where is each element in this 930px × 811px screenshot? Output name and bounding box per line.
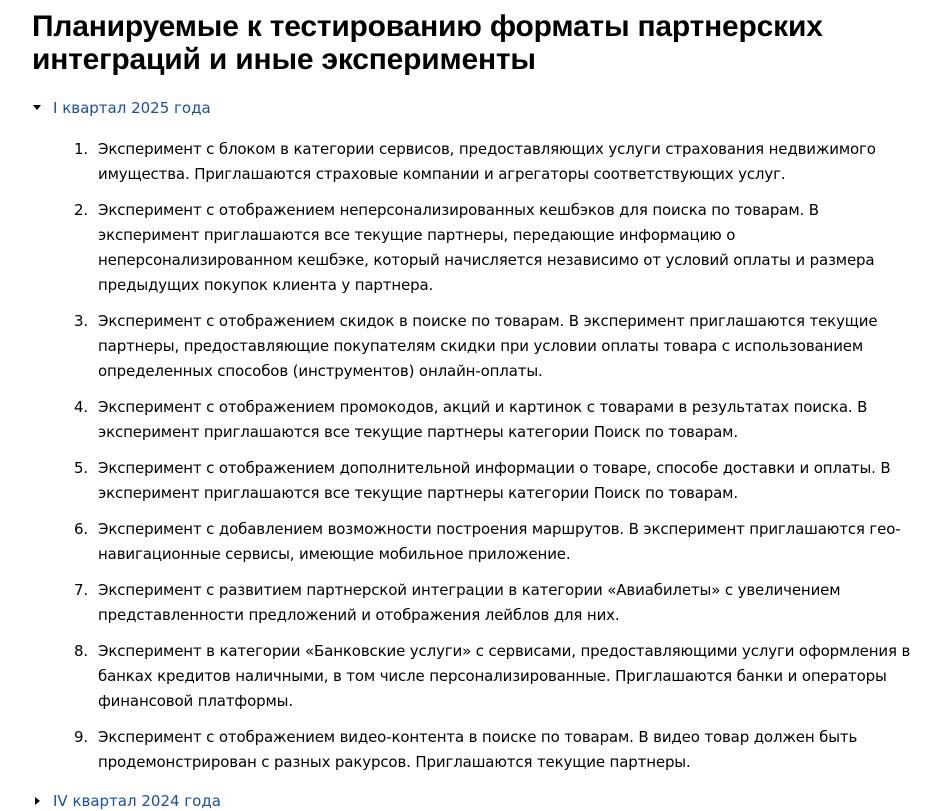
list-item xyxy=(0,639,930,714)
list-item-text: Эксперимент с отображением дополнительной информации о товаре, способе доставки и оплаты. В эксперимент приглашаются все текущие партнеры категории Поиск по товарам. xyxy=(98,459,891,502)
list-item xyxy=(0,395,930,445)
section-toggle-q4-2024[interactable] xyxy=(30,791,221,811)
list-item-text: Эксперимент с развитием партнерской интеграции в категории «Авиабилеты» с увеличением представленности предложений и отображения лейблов для них. xyxy=(98,581,841,624)
list-item-number: 6. xyxy=(73,520,88,538)
list-item-number: 5. xyxy=(73,459,88,477)
list-item-text: Эксперимент с отображением видео-контента в поиске по товарам. В видео товар должен быть продемонстрирован с разных ракурсов. Приглашаются текущие партнеры. xyxy=(98,728,858,771)
list-item xyxy=(0,198,930,298)
list-item-number: 8. xyxy=(73,642,88,660)
list-item-text: Эксперимент в категории «Банковские услуги» с сервисами, предоставляющими услуги оформления в банках кредитов наличными, в том числе персонализированные. Приглашаются банки и операторы финансовой платформы. xyxy=(98,642,911,710)
list-item xyxy=(0,725,930,775)
list-item xyxy=(0,309,930,384)
section-label[interactable]: IV квартал 2024 года xyxy=(53,792,221,810)
list-item-number: 4. xyxy=(73,398,88,416)
list-item-text: Эксперимент с блоком в категории сервисов, предоставляющих услуги страхования недвижимого имущества. Приглашаются страховые компании и агрегаторы соответствующих услуг. xyxy=(98,140,876,183)
experiment-list xyxy=(0,137,930,775)
list-item xyxy=(0,456,930,506)
list-item-text: Эксперимент с добавлением возможности построения маршрутов. В эксперимент приглашаются гео-навигационные сервисы, имеющие мобильное приложение. xyxy=(98,520,901,563)
page-title: Планируемые к тестированию форматы партнерских интеграций и иные эксперименты xyxy=(32,10,823,76)
list-item xyxy=(0,137,930,187)
list-item-number: 2. xyxy=(73,201,88,219)
list-item xyxy=(0,517,930,567)
list-item-number: 1. xyxy=(73,140,88,158)
list-item-text: Эксперимент с отображением скидок в поиске по товарам. В эксперимент приглашаются текущие партнеры, предоставляющие покупателям скидки при условии оплаты товара с использованием определенных способов (инструментов) онлайн-оплаты. xyxy=(98,312,878,380)
section-label[interactable]: I квартал 2025 года xyxy=(53,99,211,117)
caret-down-icon xyxy=(30,101,44,115)
list-item xyxy=(0,578,930,628)
section-toggle-q1-2025[interactable] xyxy=(30,98,211,118)
list-item-number: 7. xyxy=(73,581,88,599)
list-item-number: 9. xyxy=(73,728,88,746)
list-item-text: Эксперимент с отображением промокодов, акций и картинок с товарами в результатах поиска. В эксперимент приглашаются все текущие партнеры категории Поиск по товарам. xyxy=(98,398,868,441)
list-item-text: Эксперимент с отображением неперсонализированных кешбэков для поиска по товарам. В эксперимент приглашаются все текущие партнеры, передающие информацию о неперсонализированном кешбэке, который начисляется независимо от условий оплаты и размера предыдущих покупок клиента у партнера. xyxy=(98,201,875,294)
caret-right-icon xyxy=(30,794,44,808)
list-item-number: 3. xyxy=(73,312,88,330)
